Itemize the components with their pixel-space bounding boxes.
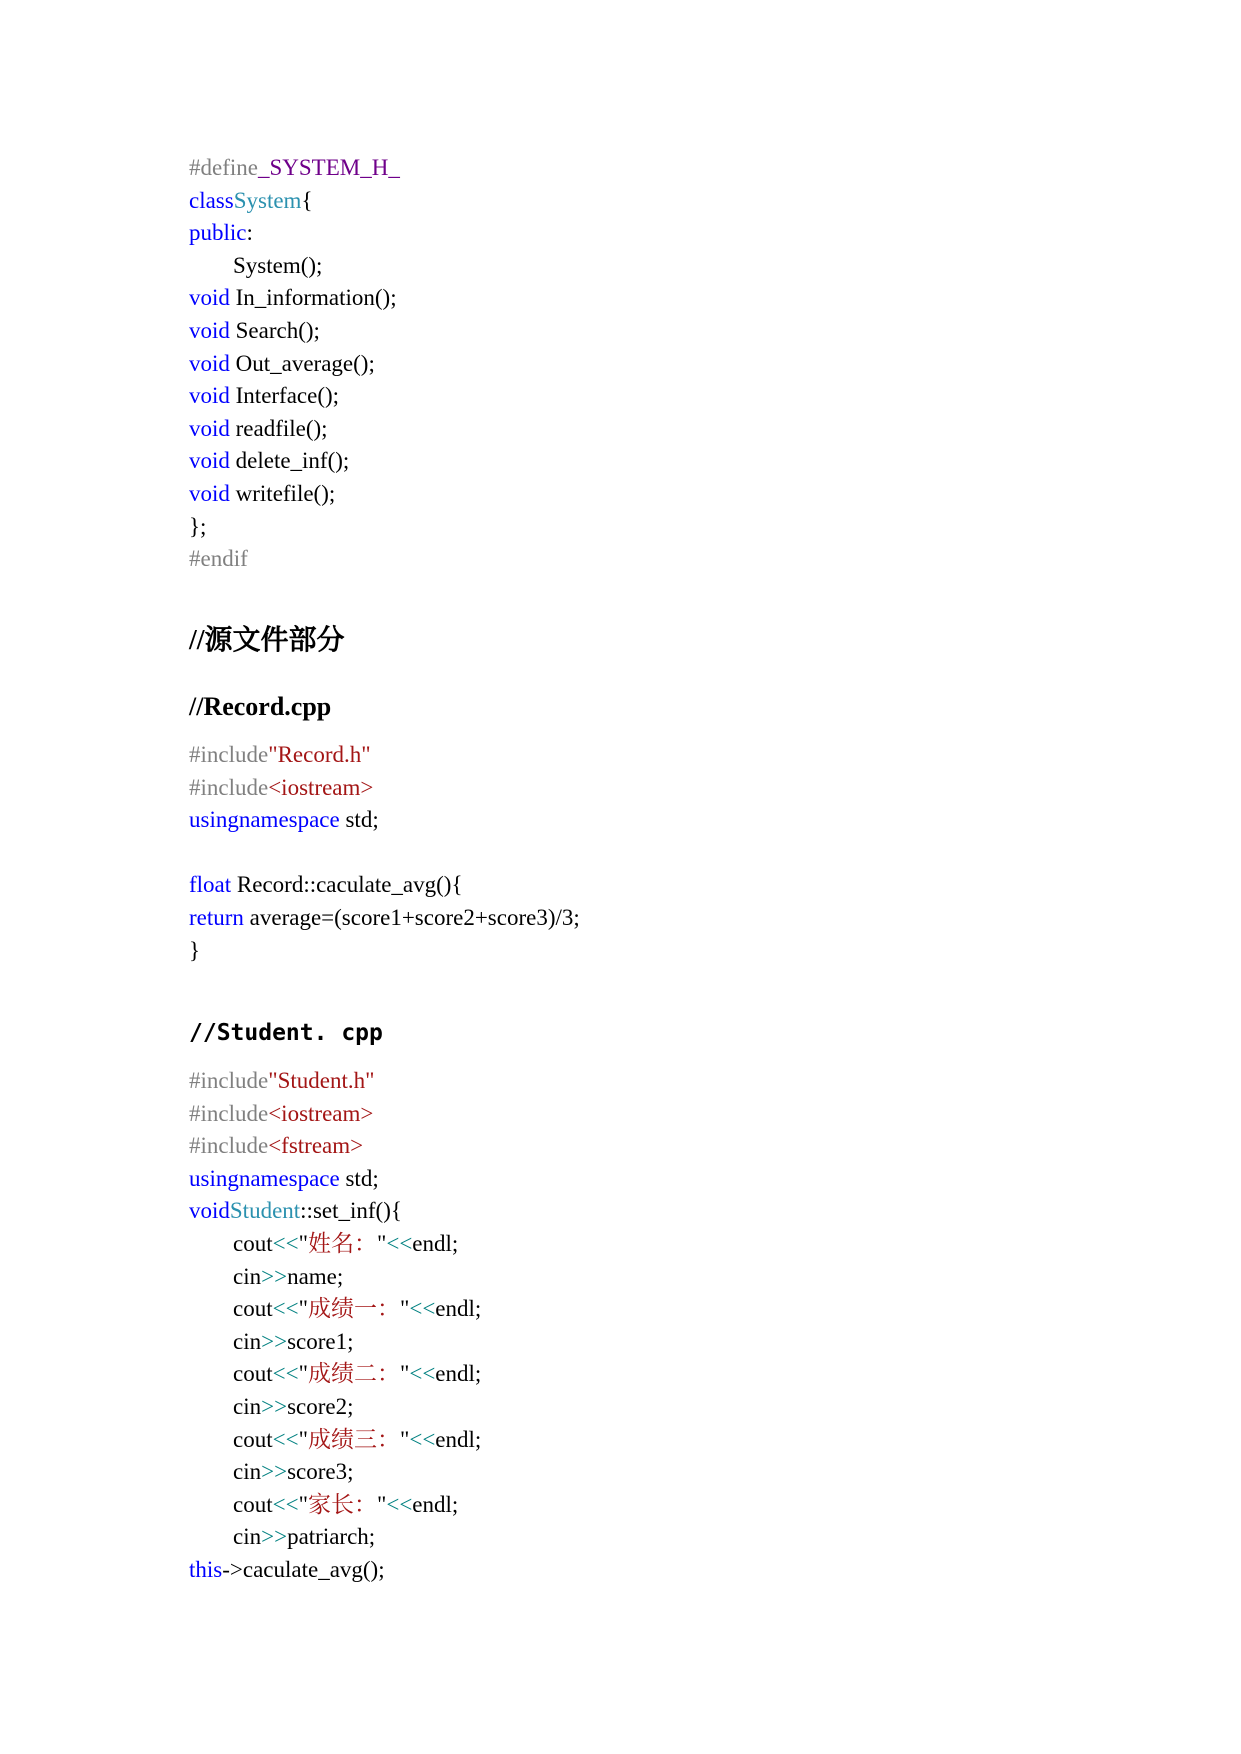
code-token: Interface(); (229, 383, 340, 409)
code-token: endl; (435, 1296, 482, 1322)
code-token: std; (339, 1165, 379, 1191)
code-line (189, 1163, 481, 1196)
code-token: void (189, 448, 230, 474)
code-token: Record::caculate_avg(){ (231, 872, 463, 898)
code-token: delete_inf(); (229, 448, 350, 474)
code-token: Student (229, 1198, 301, 1224)
code-token: System (233, 187, 302, 213)
code-token: Out_average(); (229, 350, 375, 376)
code-token: Search(); (229, 317, 320, 343)
code-token: ::set_inf(){ (300, 1198, 402, 1224)
heading-student-cpp: //Student. cpp (189, 1020, 383, 1046)
code-token: " (399, 1296, 410, 1322)
code-token: score1; (287, 1328, 354, 1354)
code-token: class (189, 187, 234, 213)
code-line (189, 478, 400, 511)
code-line (189, 250, 400, 283)
code-token: endl; (435, 1426, 482, 1452)
code-token: " (298, 1296, 308, 1322)
code-token: return (189, 904, 244, 930)
code-line (189, 511, 400, 544)
code-token: void (189, 383, 230, 409)
code-line (189, 1228, 481, 1261)
code-line (189, 185, 400, 218)
code-token: >> (261, 1459, 288, 1485)
code-token: void (189, 317, 230, 343)
code-token: << (272, 1230, 299, 1256)
code-token: void (189, 415, 230, 441)
code-token: cout (233, 1296, 273, 1322)
code-token: #include (189, 1133, 269, 1159)
code-token: cout (233, 1426, 273, 1452)
code-line (189, 739, 580, 772)
code-token: " (376, 1230, 387, 1256)
code-token: << (409, 1361, 436, 1387)
code-token: " (298, 1426, 308, 1452)
code-token: << (409, 1426, 436, 1452)
code-token: writefile(); (229, 480, 336, 506)
code-token: 成绩一： (307, 1296, 400, 1322)
code-token: public (189, 220, 247, 246)
code-token: << (409, 1296, 436, 1322)
code-token: } (189, 937, 201, 963)
code-token: usingnamespace (189, 1165, 340, 1191)
code-token: cin (233, 1393, 262, 1419)
code-token: 成绩二： (307, 1361, 400, 1387)
code-token: << (386, 1491, 413, 1517)
code-token: void (189, 1198, 230, 1224)
code-token: " (399, 1361, 410, 1387)
heading-record-cpp: //Record.cpp (189, 692, 332, 721)
heading-source-files: //源文件部分 (189, 625, 345, 656)
code-token: << (272, 1426, 299, 1452)
code-token: #include (189, 1068, 269, 1093)
code-token: cout (233, 1491, 273, 1517)
code-token: <fstream> (268, 1133, 364, 1159)
code-line (189, 543, 400, 576)
code-token: << (272, 1296, 299, 1322)
code-token: In_information(); (229, 285, 397, 311)
code-token: name; (287, 1263, 344, 1289)
code-token: cin (233, 1459, 262, 1485)
code-token: endl; (412, 1230, 459, 1256)
code-token: 家长： (307, 1491, 377, 1517)
code-line (189, 935, 580, 968)
code-line (189, 1424, 481, 1457)
code-line (189, 315, 400, 348)
code-block-student-cpp (189, 1065, 481, 1587)
code-line (189, 380, 400, 413)
code-line (189, 348, 400, 381)
code-token: #include (189, 742, 269, 767)
code-line (189, 282, 400, 315)
code-block-record-cpp (189, 739, 580, 967)
code-line (189, 1391, 481, 1424)
code-token: cout (233, 1230, 273, 1256)
code-token: #include (189, 1100, 269, 1126)
code-block-system-header (189, 152, 400, 576)
code-token: score2; (287, 1393, 354, 1419)
code-token: endl; (412, 1491, 459, 1517)
code-line (189, 1554, 481, 1587)
code-token: << (386, 1230, 413, 1256)
code-token: std; (339, 807, 379, 833)
code-token: #define (189, 155, 258, 180)
code-line (189, 1456, 481, 1489)
code-token: void (189, 480, 230, 506)
code-line (189, 1130, 481, 1163)
code-line (189, 1098, 481, 1131)
code-token: << (272, 1361, 299, 1387)
code-token: _SYSTEM_H_ (257, 155, 400, 180)
code-line (189, 902, 580, 935)
code-token: >> (261, 1263, 288, 1289)
code-token: <iostream> (268, 1100, 374, 1126)
code-token: score3; (287, 1459, 354, 1485)
code-token: : (246, 220, 253, 246)
code-token: readfile(); (229, 415, 328, 441)
code-token: cin (233, 1328, 262, 1354)
code-token: this (189, 1556, 223, 1582)
code-line (189, 1521, 481, 1554)
code-token: patriarch; (287, 1524, 376, 1550)
code-token: " (298, 1491, 308, 1517)
code-line (189, 869, 580, 902)
code-token: cin (233, 1263, 262, 1289)
code-line (189, 1326, 481, 1359)
code-token: #include (189, 774, 269, 800)
code-token: void (189, 285, 230, 311)
code-line (189, 1489, 481, 1522)
code-line (189, 1195, 481, 1228)
code-token: >> (261, 1328, 288, 1354)
code-line (189, 152, 400, 185)
code-token: endl; (435, 1361, 482, 1387)
code-token: 成绩三： (307, 1426, 400, 1452)
code-token: cin (233, 1524, 262, 1550)
code-token: >> (261, 1393, 288, 1419)
code-line (189, 1293, 481, 1326)
code-token: usingnamespace (189, 807, 340, 833)
code-line (189, 445, 400, 478)
code-line (189, 1261, 481, 1294)
code-token: " (298, 1230, 308, 1256)
code-token: <iostream> (268, 774, 374, 800)
code-token: float (189, 872, 232, 898)
code-token: 姓名： (307, 1230, 377, 1256)
code-token: " (298, 1361, 308, 1387)
code-token: cout (233, 1361, 273, 1387)
code-token: "Record.h" (268, 742, 371, 767)
code-token: void (189, 350, 230, 376)
code-token: System(); (233, 252, 323, 278)
code-token: ->caculate_avg(); (222, 1556, 385, 1582)
code-line (189, 217, 400, 250)
code-line (189, 1358, 481, 1391)
code-line (189, 837, 580, 870)
code-line (189, 772, 580, 805)
code-token: " (399, 1426, 410, 1452)
code-line (189, 413, 400, 446)
code-token: average=(score1+score2+score3)/3; (243, 904, 580, 930)
code-line (189, 804, 580, 837)
code-line (189, 1065, 481, 1098)
code-token: " (376, 1491, 387, 1517)
code-token: #endif (189, 546, 248, 572)
code-token: { (301, 187, 313, 213)
code-token: "Student.h" (268, 1068, 375, 1093)
code-token: << (272, 1491, 299, 1517)
code-token: }; (189, 513, 207, 539)
code-token: >> (261, 1524, 288, 1550)
